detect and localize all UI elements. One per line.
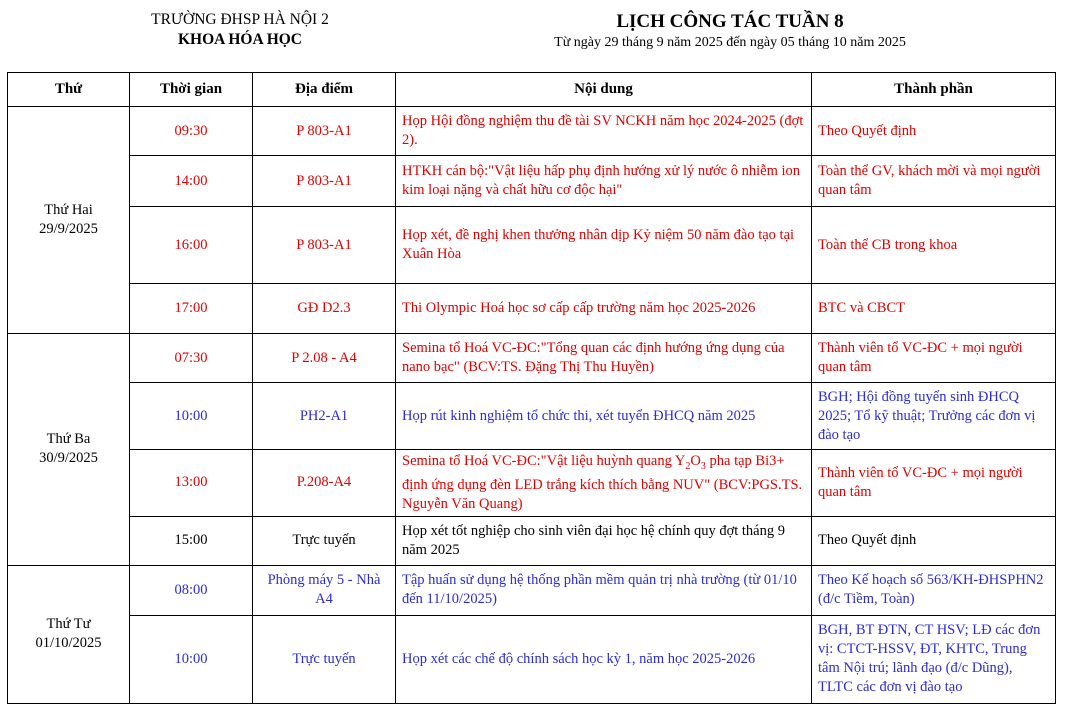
- content-text-start: Semina tổ Hoá VC-ĐC:"Vật liệu huỳnh quang Y: [402, 453, 686, 469]
- content-cell: Họp Hội đồng nghiệm thu đề tài SV NCKH năm học 2024-2025 (đợt 2).: [396, 107, 812, 156]
- time-cell: 16:00: [130, 207, 253, 284]
- place-cell: P 803-A1: [253, 207, 396, 284]
- table-row: [8, 156, 1056, 207]
- time-cell: 14:00: [130, 156, 253, 207]
- time-cell: 13:00: [130, 450, 253, 517]
- time-cell: 10:00: [130, 383, 253, 450]
- content-cell: Tập huấn sử dụng hệ thống phần mềm quản trị nhà trường (từ 01/10 đến 11/10/2025): [396, 565, 812, 615]
- content-text-end: pha tạp Bi3+ định ứng dụng đèn LED trắng kích thích bằng NUV" (BCV:PGS.TS. Nguyễn Văn Quang): [402, 453, 803, 512]
- school-block: [120, 10, 360, 50]
- place-cell: P.208-A4: [253, 450, 396, 517]
- time-cell: 17:00: [130, 284, 253, 334]
- content-cell: [396, 450, 812, 517]
- table-row: [8, 107, 1056, 156]
- faculty-name: KHOA HÓA HỌC: [177, 31, 302, 48]
- col-header-content: Nội dung: [396, 73, 812, 107]
- schedule-table: [7, 72, 1056, 704]
- content-cell: HTKH cán bộ:"Vật liệu hấp phụ định hướng xử lý nước ô nhiễm ion kim loại nặng và chất hữu cơ độc hại": [396, 156, 812, 207]
- day-cell-wednesday: [8, 565, 130, 703]
- document-header: [0, 0, 1065, 72]
- table-row: [8, 207, 1056, 284]
- day-name: Thứ Ba: [46, 431, 91, 448]
- members-cell: Thành viên tổ VC-ĐC + mọi người quan tâm: [812, 334, 1056, 383]
- time-cell: 08:00: [130, 565, 253, 615]
- table-row: [8, 450, 1056, 517]
- day-name: Thứ Tư: [46, 616, 91, 633]
- table-header-row: [8, 73, 1056, 107]
- day-date: 01/10/2025: [35, 635, 102, 652]
- content-cell: Họp rút kinh nghiệm tổ chức thi, xét tuyển ĐHCQ năm 2025: [396, 383, 812, 450]
- schedule-date-range: Từ ngày 29 tháng 9 năm 2025 đến ngày 05 tháng 10 năm 2025: [554, 35, 906, 50]
- place-cell: Phòng máy 5 - Nhà A4: [253, 565, 396, 615]
- place-cell: Trực tuyến: [253, 615, 396, 703]
- day-date: 30/9/2025: [39, 450, 98, 467]
- place-cell: P 803-A1: [253, 156, 396, 207]
- members-cell: Theo Kế hoạch số 563/KH-ĐHSPHN2 (đ/c Tiềm, Toàn): [812, 565, 1056, 615]
- members-cell: Theo Quyết định: [812, 107, 1056, 156]
- col-header-place: Địa điểm: [253, 73, 396, 107]
- time-cell: 09:30: [130, 107, 253, 156]
- table-row: [8, 565, 1056, 615]
- members-cell: Theo Quyết định: [812, 516, 1056, 565]
- content-cell: Họp xét tốt nghiệp cho sinh viên đại học hệ chính quy đợt tháng 9 năm 2025: [396, 516, 812, 565]
- members-cell: BTC và CBCT: [812, 284, 1056, 334]
- table-row: [8, 334, 1056, 383]
- members-cell: BGH; Hội đồng tuyển sinh ĐHCQ 2025; Tổ kỹ thuật; Trưởng các đơn vị đào tạo: [812, 383, 1056, 450]
- members-cell: BGH, BT ĐTN, CT HSV; LĐ các đơn vị: CTCT-HSSV, ĐT, KHTC, Trung tâm Nội trú; lãnh đạo (đ/c Dũng), TLTC các đơn vị đào tạo: [812, 615, 1056, 703]
- col-header-day: Thứ: [8, 73, 130, 107]
- time-cell: 07:30: [130, 334, 253, 383]
- table-row: [8, 383, 1056, 450]
- time-cell: 10:00: [130, 615, 253, 703]
- school-name: TRƯỜNG ĐHSP HÀ NỘI 2: [151, 11, 329, 28]
- subscript-2: 2: [685, 460, 691, 472]
- time-cell: 15:00: [130, 516, 253, 565]
- day-cell-monday: [8, 107, 130, 334]
- place-cell: P 2.08 - A4: [253, 334, 396, 383]
- table-row: [8, 615, 1056, 703]
- members-cell: Toàn thể GV, khách mời và mọi người quan tâm: [812, 156, 1056, 207]
- content-cell: Thi Olympic Hoá học sơ cấp cấp trường năm học 2025-2026: [396, 284, 812, 334]
- content-cell: Họp xét các chế độ chính sách học kỳ 1, năm học 2025-2026: [396, 615, 812, 703]
- place-cell: GĐ D2.3: [253, 284, 396, 334]
- members-cell: Toàn thể CB trong khoa: [812, 207, 1056, 284]
- table-row: [8, 284, 1056, 334]
- day-cell-tuesday: [8, 334, 130, 566]
- table-row: [8, 516, 1056, 565]
- col-header-time: Thời gian: [130, 73, 253, 107]
- content-cell: Họp xét, đề nghị khen thưởng nhân dịp Kỷ niệm 50 năm đào tạo tại Xuân Hòa: [396, 207, 812, 284]
- day-name: Thứ Hai: [44, 202, 93, 218]
- schedule-title: LỊCH CÔNG TÁC TUẦN 8: [616, 11, 844, 32]
- members-cell: Thành viên tổ VC-ĐC + mọi người quan tâm: [812, 450, 1056, 517]
- subscript-3: 3: [700, 460, 706, 472]
- place-cell: PH2-A1: [253, 383, 396, 450]
- col-header-members: Thành phần: [812, 73, 1056, 107]
- content-text-o: O: [690, 453, 701, 469]
- day-date: 29/9/2025: [39, 221, 98, 237]
- place-cell: Trực tuyến: [253, 516, 396, 565]
- place-cell: P 803-A1: [253, 107, 396, 156]
- title-block: [480, 10, 980, 51]
- content-cell: Semina tổ Hoá VC-ĐC:"Tổng quan các định hướng ứng dụng của nano bạc" (BCV:TS. Đặng Thị Thu Huyền): [396, 334, 812, 383]
